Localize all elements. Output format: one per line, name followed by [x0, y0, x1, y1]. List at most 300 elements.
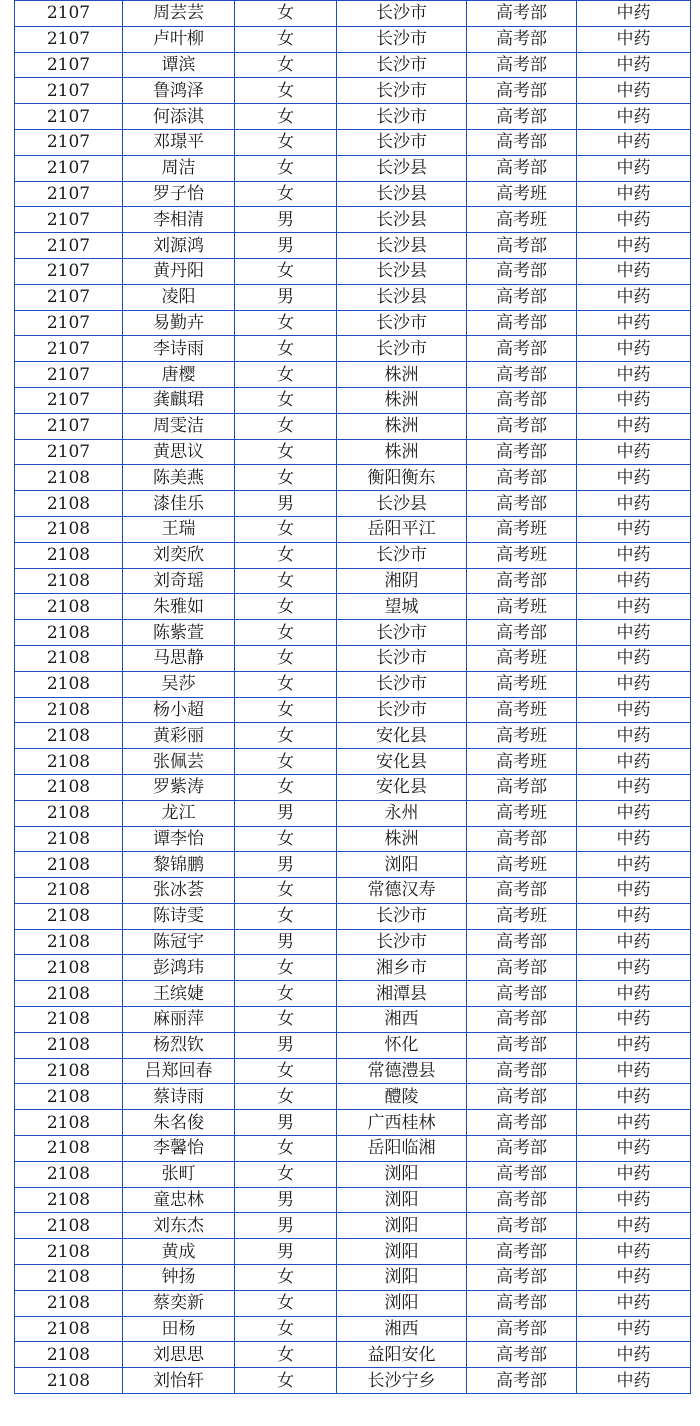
gender-cell: 男 — [235, 1032, 337, 1058]
major-cell: 中药 — [577, 1007, 691, 1033]
major-cell: 中药 — [577, 1110, 691, 1136]
major-cell: 中药 — [577, 1316, 691, 1342]
class-cell: 2108 — [15, 645, 123, 671]
gender-cell: 女 — [235, 981, 337, 1007]
major-cell: 中药 — [577, 439, 691, 465]
name-cell: 张町 — [123, 1161, 235, 1187]
name-cell: 李相清 — [123, 207, 235, 233]
origin-cell: 浏阳 — [337, 852, 467, 878]
origin-cell: 长沙县 — [337, 258, 467, 284]
gender-cell: 男 — [235, 491, 337, 517]
gender-cell: 女 — [235, 26, 337, 52]
table-row — [15, 645, 691, 671]
major-cell: 中药 — [577, 1161, 691, 1187]
table-row — [15, 1265, 691, 1291]
name-cell: 周雯洁 — [123, 413, 235, 439]
name-cell: 鲁鸿泽 — [123, 78, 235, 104]
major-cell: 中药 — [577, 465, 691, 491]
department-cell: 高考部 — [467, 26, 577, 52]
origin-cell: 长沙县 — [337, 181, 467, 207]
origin-cell: 湘乡市 — [337, 955, 467, 981]
origin-cell: 长沙县 — [337, 155, 467, 181]
class-cell: 2107 — [15, 129, 123, 155]
gender-cell: 男 — [235, 1239, 337, 1265]
table-row — [15, 723, 691, 749]
gender-cell: 男 — [235, 233, 337, 259]
gender-cell: 女 — [235, 1342, 337, 1368]
major-cell: 中药 — [577, 1187, 691, 1213]
table-row — [15, 1058, 691, 1084]
table-row — [15, 181, 691, 207]
origin-cell: 安化县 — [337, 749, 467, 775]
table-row — [15, 697, 691, 723]
class-cell: 2107 — [15, 310, 123, 336]
name-cell: 陈冠宇 — [123, 929, 235, 955]
class-cell: 2108 — [15, 800, 123, 826]
name-cell: 刘东杰 — [123, 1213, 235, 1239]
origin-cell: 常德澧县 — [337, 1058, 467, 1084]
gender-cell: 女 — [235, 52, 337, 78]
table-row — [15, 104, 691, 130]
origin-cell: 长沙市 — [337, 929, 467, 955]
class-cell: 2108 — [15, 826, 123, 852]
department-cell: 高考班 — [467, 516, 577, 542]
department-cell: 高考班 — [467, 697, 577, 723]
table-row — [15, 568, 691, 594]
table-row — [15, 878, 691, 904]
name-cell: 罗子怡 — [123, 181, 235, 207]
origin-cell: 长沙市 — [337, 542, 467, 568]
name-cell: 朱雅如 — [123, 594, 235, 620]
class-cell: 2108 — [15, 1368, 123, 1394]
department-cell: 高考班 — [467, 852, 577, 878]
table-row — [15, 258, 691, 284]
gender-cell: 女 — [235, 671, 337, 697]
department-cell: 高考部 — [467, 78, 577, 104]
gender-cell: 女 — [235, 1290, 337, 1316]
department-cell: 高考部 — [467, 310, 577, 336]
gender-cell: 女 — [235, 516, 337, 542]
department-cell: 高考部 — [467, 1032, 577, 1058]
name-cell: 陈紫萱 — [123, 620, 235, 646]
name-cell: 黄彩丽 — [123, 723, 235, 749]
class-cell: 2108 — [15, 1007, 123, 1033]
gender-cell: 男 — [235, 852, 337, 878]
class-cell: 2107 — [15, 207, 123, 233]
department-cell: 高考部 — [467, 1265, 577, 1291]
gender-cell: 女 — [235, 826, 337, 852]
origin-cell: 株洲 — [337, 826, 467, 852]
name-cell: 马思静 — [123, 645, 235, 671]
department-cell: 高考部 — [467, 1110, 577, 1136]
major-cell: 中药 — [577, 929, 691, 955]
origin-cell: 广西桂林 — [337, 1110, 467, 1136]
name-cell: 吕郑回春 — [123, 1058, 235, 1084]
name-cell: 陈诗雯 — [123, 903, 235, 929]
name-cell: 周洁 — [123, 155, 235, 181]
class-cell: 2108 — [15, 749, 123, 775]
gender-cell: 女 — [235, 465, 337, 491]
table-row — [15, 981, 691, 1007]
class-cell: 2108 — [15, 1058, 123, 1084]
origin-cell: 长沙市 — [337, 620, 467, 646]
major-cell: 中药 — [577, 955, 691, 981]
class-cell: 2108 — [15, 594, 123, 620]
table-row — [15, 749, 691, 775]
table-row — [15, 1110, 691, 1136]
class-cell: 2107 — [15, 284, 123, 310]
department-cell: 高考部 — [467, 336, 577, 362]
table-row — [15, 542, 691, 568]
table-row — [15, 129, 691, 155]
major-cell: 中药 — [577, 1239, 691, 1265]
table-row — [15, 26, 691, 52]
class-cell: 2108 — [15, 723, 123, 749]
major-cell: 中药 — [577, 826, 691, 852]
class-cell: 2107 — [15, 387, 123, 413]
origin-cell: 衡阳衡东 — [337, 465, 467, 491]
class-cell: 2108 — [15, 1187, 123, 1213]
table-row — [15, 413, 691, 439]
major-cell: 中药 — [577, 1342, 691, 1368]
major-cell: 中药 — [577, 155, 691, 181]
major-cell: 中药 — [577, 749, 691, 775]
name-cell: 童忠林 — [123, 1187, 235, 1213]
department-cell: 高考部 — [467, 413, 577, 439]
name-cell: 罗紫涛 — [123, 774, 235, 800]
major-cell: 中药 — [577, 878, 691, 904]
origin-cell: 长沙市 — [337, 78, 467, 104]
origin-cell: 长沙县 — [337, 284, 467, 310]
origin-cell: 永州 — [337, 800, 467, 826]
department-cell: 高考班 — [467, 594, 577, 620]
table-row — [15, 774, 691, 800]
class-cell: 2108 — [15, 1084, 123, 1110]
table-row — [15, 155, 691, 181]
name-cell: 何添淇 — [123, 104, 235, 130]
table-row — [15, 1187, 691, 1213]
table-row — [15, 800, 691, 826]
gender-cell: 女 — [235, 903, 337, 929]
table-row — [15, 78, 691, 104]
origin-cell: 长沙市 — [337, 671, 467, 697]
table-row — [15, 362, 691, 388]
gender-cell: 女 — [235, 387, 337, 413]
origin-cell: 浏阳 — [337, 1161, 467, 1187]
major-cell: 中药 — [577, 362, 691, 388]
gender-cell: 女 — [235, 439, 337, 465]
class-cell: 2108 — [15, 1110, 123, 1136]
origin-cell: 湘西 — [337, 1316, 467, 1342]
gender-cell: 女 — [235, 1265, 337, 1291]
table-row — [15, 1368, 691, 1394]
table-row — [15, 310, 691, 336]
table-row — [15, 1007, 691, 1033]
origin-cell: 浏阳 — [337, 1187, 467, 1213]
department-cell: 高考部 — [467, 981, 577, 1007]
name-cell: 卢叶柳 — [123, 26, 235, 52]
department-cell: 高考部 — [467, 362, 577, 388]
class-cell: 2108 — [15, 1032, 123, 1058]
major-cell: 中药 — [577, 671, 691, 697]
gender-cell: 男 — [235, 800, 337, 826]
gender-cell: 女 — [235, 1368, 337, 1394]
department-cell: 高考部 — [467, 1368, 577, 1394]
origin-cell: 长沙市 — [337, 903, 467, 929]
class-cell: 2108 — [15, 697, 123, 723]
major-cell: 中药 — [577, 852, 691, 878]
table-row — [15, 52, 691, 78]
major-cell: 中药 — [577, 594, 691, 620]
table-row — [15, 439, 691, 465]
gender-cell: 女 — [235, 774, 337, 800]
department-cell: 高考部 — [467, 955, 577, 981]
name-cell: 黄丹阳 — [123, 258, 235, 284]
gender-cell: 女 — [235, 878, 337, 904]
table-row — [15, 284, 691, 310]
major-cell: 中药 — [577, 233, 691, 259]
class-cell: 2107 — [15, 155, 123, 181]
department-cell: 高考部 — [467, 1316, 577, 1342]
class-cell: 2108 — [15, 1136, 123, 1162]
major-cell: 中药 — [577, 1, 691, 27]
name-cell: 李馨怡 — [123, 1136, 235, 1162]
class-cell: 2108 — [15, 620, 123, 646]
major-cell: 中药 — [577, 336, 691, 362]
department-cell: 高考部 — [467, 491, 577, 517]
gender-cell: 男 — [235, 284, 337, 310]
department-cell: 高考班 — [467, 749, 577, 775]
class-cell: 2108 — [15, 1213, 123, 1239]
gender-cell: 女 — [235, 1316, 337, 1342]
gender-cell: 女 — [235, 645, 337, 671]
gender-cell: 男 — [235, 1187, 337, 1213]
student-roster-sheet — [14, 0, 690, 1394]
gender-cell: 女 — [235, 129, 337, 155]
major-cell: 中药 — [577, 284, 691, 310]
table-row — [15, 1, 691, 27]
name-cell: 张冰荟 — [123, 878, 235, 904]
class-cell: 2108 — [15, 955, 123, 981]
origin-cell: 长沙县 — [337, 207, 467, 233]
class-cell: 2108 — [15, 1342, 123, 1368]
name-cell: 钟扬 — [123, 1265, 235, 1291]
class-cell: 2108 — [15, 903, 123, 929]
name-cell: 黄思议 — [123, 439, 235, 465]
department-cell: 高考部 — [467, 1290, 577, 1316]
department-cell: 高考部 — [467, 1, 577, 27]
class-cell: 2108 — [15, 1316, 123, 1342]
name-cell: 张佩芸 — [123, 749, 235, 775]
major-cell: 中药 — [577, 1290, 691, 1316]
department-cell: 高考部 — [467, 104, 577, 130]
department-cell: 高考班 — [467, 800, 577, 826]
gender-cell: 女 — [235, 749, 337, 775]
origin-cell: 望城 — [337, 594, 467, 620]
major-cell: 中药 — [577, 104, 691, 130]
name-cell: 易勤卉 — [123, 310, 235, 336]
major-cell: 中药 — [577, 387, 691, 413]
name-cell: 凌阳 — [123, 284, 235, 310]
major-cell: 中药 — [577, 78, 691, 104]
gender-cell: 女 — [235, 1007, 337, 1033]
gender-cell: 女 — [235, 697, 337, 723]
origin-cell: 长沙市 — [337, 129, 467, 155]
name-cell: 王瑞 — [123, 516, 235, 542]
department-cell: 高考部 — [467, 1213, 577, 1239]
origin-cell: 长沙市 — [337, 52, 467, 78]
class-cell: 2107 — [15, 233, 123, 259]
class-cell: 2107 — [15, 52, 123, 78]
major-cell: 中药 — [577, 800, 691, 826]
class-cell: 2108 — [15, 491, 123, 517]
origin-cell: 株洲 — [337, 362, 467, 388]
gender-cell: 女 — [235, 104, 337, 130]
name-cell: 田杨 — [123, 1316, 235, 1342]
department-cell: 高考班 — [467, 181, 577, 207]
department-cell: 高考部 — [467, 1136, 577, 1162]
origin-cell: 醴陵 — [337, 1084, 467, 1110]
major-cell: 中药 — [577, 129, 691, 155]
name-cell: 彭鸿玮 — [123, 955, 235, 981]
name-cell: 陈美燕 — [123, 465, 235, 491]
major-cell: 中药 — [577, 903, 691, 929]
gender-cell: 男 — [235, 1213, 337, 1239]
department-cell: 高考部 — [467, 129, 577, 155]
table-row — [15, 929, 691, 955]
name-cell: 刘奇瑶 — [123, 568, 235, 594]
name-cell: 杨烈钦 — [123, 1032, 235, 1058]
name-cell: 麻丽萍 — [123, 1007, 235, 1033]
department-cell: 高考部 — [467, 284, 577, 310]
major-cell: 中药 — [577, 491, 691, 517]
department-cell: 高考部 — [467, 878, 577, 904]
name-cell: 黎锦鹏 — [123, 852, 235, 878]
class-cell: 2107 — [15, 413, 123, 439]
class-cell: 2108 — [15, 929, 123, 955]
class-cell: 2107 — [15, 336, 123, 362]
name-cell: 吴莎 — [123, 671, 235, 697]
table-row — [15, 620, 691, 646]
table-row — [15, 1084, 691, 1110]
origin-cell: 长沙市 — [337, 1, 467, 27]
department-cell: 高考部 — [467, 233, 577, 259]
department-cell: 高考部 — [467, 387, 577, 413]
table-row — [15, 1316, 691, 1342]
class-cell: 2107 — [15, 439, 123, 465]
origin-cell: 常德汉寿 — [337, 878, 467, 904]
major-cell: 中药 — [577, 52, 691, 78]
origin-cell: 长沙县 — [337, 233, 467, 259]
major-cell: 中药 — [577, 310, 691, 336]
table-row — [15, 465, 691, 491]
major-cell: 中药 — [577, 413, 691, 439]
origin-cell: 长沙市 — [337, 336, 467, 362]
gender-cell: 女 — [235, 1058, 337, 1084]
table-row — [15, 852, 691, 878]
name-cell: 黄成 — [123, 1239, 235, 1265]
department-cell: 高考部 — [467, 465, 577, 491]
department-cell: 高考部 — [467, 929, 577, 955]
department-cell: 高考部 — [467, 1058, 577, 1084]
gender-cell: 女 — [235, 181, 337, 207]
gender-cell: 女 — [235, 1084, 337, 1110]
class-cell: 2107 — [15, 362, 123, 388]
class-cell: 2108 — [15, 878, 123, 904]
department-cell: 高考部 — [467, 774, 577, 800]
origin-cell: 岳阳临湘 — [337, 1136, 467, 1162]
name-cell: 刘奕欣 — [123, 542, 235, 568]
class-cell: 2107 — [15, 26, 123, 52]
name-cell: 朱名俊 — [123, 1110, 235, 1136]
department-cell: 高考部 — [467, 1187, 577, 1213]
class-cell: 2108 — [15, 1161, 123, 1187]
name-cell: 周芸芸 — [123, 1, 235, 27]
gender-cell: 女 — [235, 955, 337, 981]
gender-cell: 女 — [235, 1136, 337, 1162]
class-cell: 2108 — [15, 1265, 123, 1291]
name-cell: 蔡诗雨 — [123, 1084, 235, 1110]
gender-cell: 女 — [235, 568, 337, 594]
origin-cell: 株洲 — [337, 413, 467, 439]
table-row — [15, 671, 691, 697]
table-row — [15, 826, 691, 852]
origin-cell: 长沙宁乡 — [337, 1368, 467, 1394]
major-cell: 中药 — [577, 620, 691, 646]
gender-cell: 女 — [235, 362, 337, 388]
class-cell: 2107 — [15, 104, 123, 130]
origin-cell: 安化县 — [337, 774, 467, 800]
gender-cell: 女 — [235, 594, 337, 620]
origin-cell: 岳阳平江 — [337, 516, 467, 542]
class-cell: 2108 — [15, 568, 123, 594]
major-cell: 中药 — [577, 723, 691, 749]
name-cell: 谭李怡 — [123, 826, 235, 852]
name-cell: 谭滨 — [123, 52, 235, 78]
gender-cell: 男 — [235, 207, 337, 233]
major-cell: 中药 — [577, 697, 691, 723]
major-cell: 中药 — [577, 645, 691, 671]
department-cell: 高考部 — [467, 826, 577, 852]
department-cell: 高考班 — [467, 671, 577, 697]
table-row — [15, 387, 691, 413]
name-cell: 邓璟平 — [123, 129, 235, 155]
gender-cell: 女 — [235, 1, 337, 27]
table-row — [15, 955, 691, 981]
roster-body — [15, 1, 691, 1394]
name-cell: 李诗雨 — [123, 336, 235, 362]
department-cell: 高考班 — [467, 207, 577, 233]
department-cell: 高考班 — [467, 723, 577, 749]
student-roster-table — [14, 0, 691, 1394]
major-cell: 中药 — [577, 1136, 691, 1162]
origin-cell: 安化县 — [337, 723, 467, 749]
major-cell: 中药 — [577, 542, 691, 568]
origin-cell: 浏阳 — [337, 1239, 467, 1265]
table-row — [15, 233, 691, 259]
gender-cell: 女 — [235, 336, 337, 362]
major-cell: 中药 — [577, 568, 691, 594]
name-cell: 刘源鸿 — [123, 233, 235, 259]
department-cell: 高考部 — [467, 1239, 577, 1265]
class-cell: 2108 — [15, 1239, 123, 1265]
name-cell: 刘思思 — [123, 1342, 235, 1368]
class-cell: 2108 — [15, 774, 123, 800]
gender-cell: 女 — [235, 310, 337, 336]
major-cell: 中药 — [577, 1265, 691, 1291]
gender-cell: 女 — [235, 620, 337, 646]
origin-cell: 浏阳 — [337, 1265, 467, 1291]
